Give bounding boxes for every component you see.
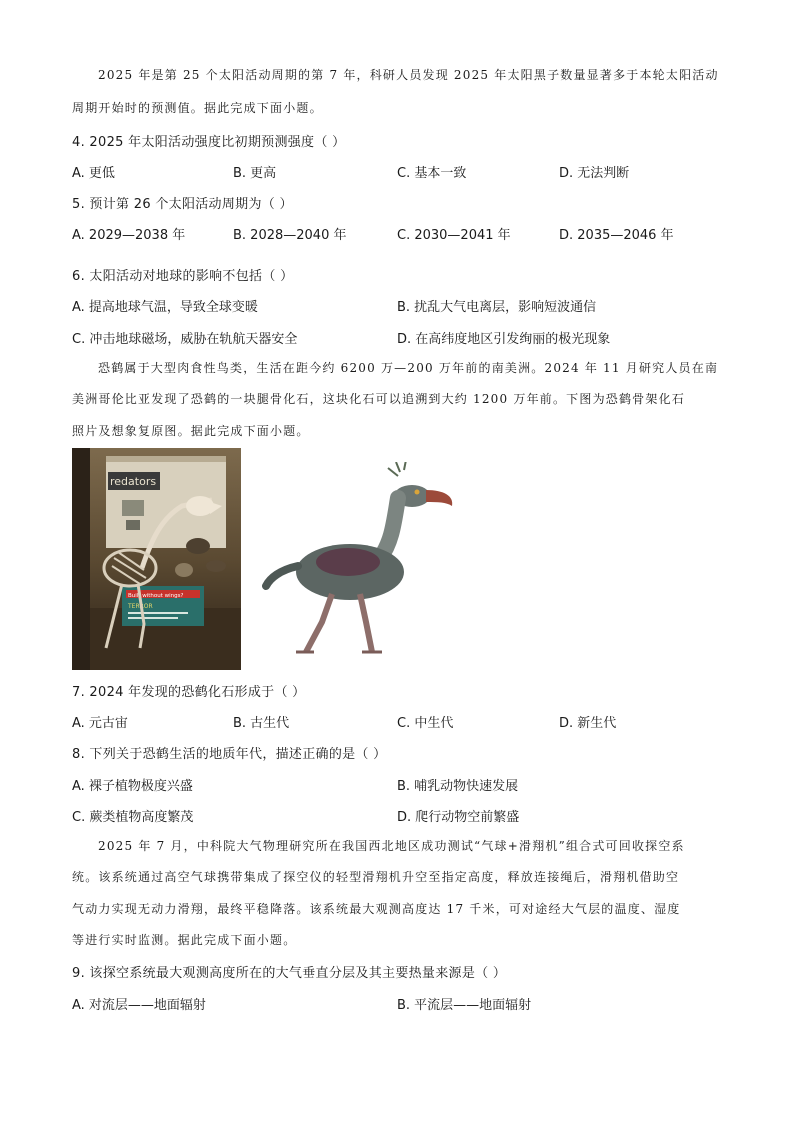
- question-5-option-b[interactable]: B. 2028—2040 年: [233, 228, 347, 243]
- question-8-option-c[interactable]: C. 蕨类植物高度繁茂: [72, 810, 194, 825]
- question-9-stem: 9. 该探空系统最大观测高度所在的大气垂直分层及其主要热量来源是（ ）: [72, 966, 507, 981]
- question-8-option-b[interactable]: B. 哺乳动物快速发展: [397, 779, 519, 794]
- passage-3-line-3: 气动力实现无动力滑翔，最终平稳降落。该系统最大观测高度达 17 千米，可对途经大气层的温度、湿度: [72, 902, 681, 916]
- question-8-option-d[interactable]: D. 爬行动物空前繁盛: [397, 810, 520, 825]
- terror-bird-reconstruction: [262, 462, 458, 654]
- passage-3-line-4: 等进行实时监测。据此完成下面小题。: [72, 933, 297, 947]
- question-5-option-d[interactable]: D. 2035—2046 年: [559, 228, 674, 243]
- question-7-option-d[interactable]: D. 新生代: [559, 716, 617, 731]
- placard-heading-text: Built without wings?: [128, 593, 184, 599]
- passage-3-line-1: 2025 年 7 月，中科院大气物理研究所在我国西北地区成功测试“气球+滑翔机”组合式可回收探空系: [98, 839, 685, 853]
- question-5-stem: 5. 预计第 26 个太阳活动周期为（ ）: [72, 197, 293, 212]
- question-6-stem: 6. 太阳活动对地球的影响不包括（ ）: [72, 269, 294, 284]
- fossil-skeleton-photo: [72, 448, 241, 670]
- passage-3-line-2: 统。该系统通过高空气球携带集成了探空仪的轻型滑翔机升空至指定高度，释放连接绳后，滑翔机借助空: [72, 870, 680, 884]
- question-7-option-a[interactable]: A. 元古宙: [72, 716, 128, 731]
- question-6-option-b[interactable]: B. 扰乱大气电离层，影响短波通信: [397, 300, 597, 315]
- question-7-option-c[interactable]: C. 中生代: [397, 716, 454, 731]
- question-7-option-b[interactable]: B. 古生代: [233, 716, 290, 731]
- passage-2-line-3: 照片及想象复原图。据此完成下面小题。: [72, 424, 310, 438]
- question-9-option-a[interactable]: A. 对流层——地面辐射: [72, 998, 206, 1013]
- question-4-option-a[interactable]: A. 更低: [72, 166, 115, 181]
- question-7-stem: 7. 2024 年发现的恐鹤化石形成于（ ）: [72, 685, 306, 700]
- passage-2-line-2: 美洲哥伦比亚发现了恐鹤的一块腿骨化石，这块化石可以追溯到大约 1200 万年前。下图为恐鹤骨架化石: [72, 392, 685, 406]
- question-6-option-a[interactable]: A. 提高地球气温，导致全球变暖: [72, 300, 258, 315]
- placard-title-text: TERROR: [128, 603, 153, 610]
- question-8-stem: 8. 下列关于恐鹤生活的地质年代，描述正确的是（ ）: [72, 747, 387, 762]
- question-4-option-b[interactable]: B. 更高: [233, 166, 277, 181]
- question-4-option-c[interactable]: C. 基本一致: [397, 166, 467, 181]
- question-6-option-c[interactable]: C. 冲击地球磁场，威胁在轨航天器安全: [72, 332, 298, 347]
- question-4-stem: 4. 2025 年太阳活动强度比初期预测强度（ ）: [72, 135, 346, 150]
- exhibit-sign-text: redators: [110, 475, 157, 488]
- question-5-option-a[interactable]: A. 2029—2038 年: [72, 228, 186, 243]
- question-5-option-c[interactable]: C. 2030—2041 年: [397, 228, 511, 243]
- question-6-option-d[interactable]: D. 在高纬度地区引发绚丽的极光现象: [397, 332, 611, 347]
- passage-2-line-1: 恐鹤属于大型肉食性鸟类，生活在距今约 6200 万—200 万年前的南美洲。2024 年 11 月研究人员在南: [98, 361, 719, 375]
- passage-1-line-1: 2025 年是第 25 个太阳活动周期的第 7 年，科研人员发现 2025 年太阳黑子数量显著多于本轮太阳活动: [98, 68, 719, 82]
- passage-1-line-2: 周期开始时的预测值。据此完成下面小题。: [72, 101, 323, 115]
- question-9-option-b[interactable]: B. 平流层——地面辐射: [397, 998, 532, 1013]
- question-8-option-a[interactable]: A. 裸子植物极度兴盛: [72, 779, 193, 794]
- question-4-option-d[interactable]: D. 无法判断: [559, 166, 630, 181]
